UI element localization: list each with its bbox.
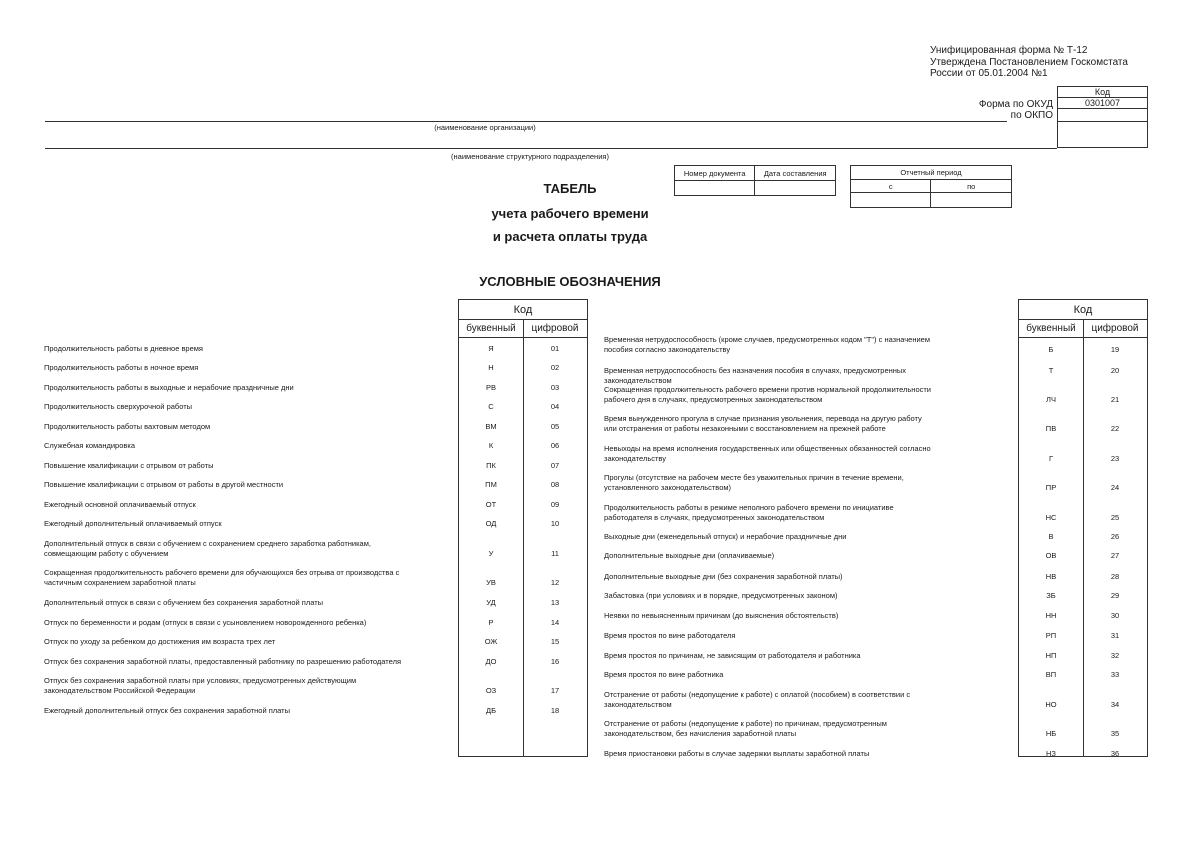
right-digital-code: 31 [1110,631,1120,640]
left-desc: Продолжительность работы в дневное время [44,344,203,353]
dept-name-caption: (наименование структурного подразделения) [451,152,609,161]
right-letter-code: ОВ [1045,551,1057,560]
right-letter-code: НЗ [1046,749,1056,758]
title-line-1: ТАБЕЛЬ [543,181,597,196]
left-digital-code: 14 [550,618,560,627]
period-from-label: с [851,180,931,193]
form-header [930,45,1128,80]
period-header: Отчетный период [851,166,1012,180]
left-desc: Продолжительность работы вахтовым методом [44,422,211,431]
left-digital-code: 09 [550,500,560,509]
right-letter-code: ПВ [1045,424,1057,433]
right-digital-code: 29 [1110,591,1120,600]
left-digital-code: 18 [550,706,560,715]
left-digital-code: 12 [550,578,560,587]
left-desc: Ежегодный дополнительный оплачиваемый отпуск [44,519,222,528]
left-digital-code: 15 [550,637,560,646]
right-desc: Временная нетрудоспособность (кроме случаев, предусмотренных кодом "Т") с назначением пособия согласно законодательству [604,335,931,354]
right-desc: Продолжительность работы в режиме неполного рабочего времени по инициативе работодателя в случаях, предусмотренных законодательством [604,503,894,522]
right-letter-code: Б [1048,345,1054,354]
right-desc: Время приостановки работы в случае задержки выплаты заработной платы [604,749,870,758]
left-letter-code: УВ [486,578,496,587]
right-letter-code: Г [1048,454,1054,463]
left-desc: Продолжительность работы в ночное время [44,363,199,372]
left-digital-code: 17 [550,686,560,695]
left-code-header: Код [459,300,587,320]
right-letter-code: ПР [1045,483,1057,492]
right-digital-code: 21 [1110,395,1120,404]
doc-date-cell[interactable] [755,181,836,196]
right-code-header: Код [1019,300,1147,320]
title-line-2: учета рабочего времени [491,206,649,221]
right-digital-code: 19 [1110,345,1120,354]
right-digital-header: цифровой [1083,320,1147,338]
left-letter-code: ОЗ [485,686,497,695]
left-digital-code: 05 [550,422,560,431]
left-digital-code: 10 [550,519,560,528]
right-letter-code: НВ [1045,572,1057,581]
right-letter-code: НП [1045,651,1057,660]
period-from-cell[interactable] [851,193,931,208]
right-digital-code: 28 [1110,572,1120,581]
left-letter-code: ПМ [485,480,497,489]
left-digital-code: 06 [550,441,560,450]
left-digital-code: 16 [550,657,560,666]
right-digital-code: 22 [1110,424,1120,433]
left-digital-code: 03 [550,383,560,392]
left-letter-code: К [488,441,494,450]
legend-title: УСЛОВНЫЕ ОБОЗНАЧЕНИЯ [479,274,661,289]
right-letter-code: НО [1045,700,1057,709]
right-digital-code: 23 [1110,454,1120,463]
form-line-2: Утверждена Постановлением Госкомстата [930,56,1128,68]
left-letter-code: ОТ [485,500,497,509]
left-desc: Продолжительность работы в выходные и нерабочие праздничные дни [44,383,294,392]
right-letter-code: НН [1045,611,1057,620]
doc-number-header: Номер документа [675,166,755,181]
form-line-3: России от 05.01.2004 №1 [930,68,1048,79]
left-digital-header: цифровой [523,320,587,338]
left-digital-code: 01 [550,344,560,353]
left-letter-code: ПК [486,461,496,470]
period-to-label: по [931,180,1012,193]
right-digital-code: 32 [1110,651,1120,660]
left-desc: Сокращенная продолжительность рабочего времени для обучающихся без отрыва от производства с частичным сохранением заработной платы [44,568,400,587]
right-digital-code: 24 [1110,483,1120,492]
left-desc: Отпуск без сохранения заработной платы, предоставленный работнику по разрешению работодателя [44,657,402,666]
left-letter-code: У [488,549,494,558]
left-letter-code: УД [486,598,496,607]
right-digital-code: 36 [1110,749,1120,758]
left-desc: Продолжительность сверхурочной работы [44,402,193,411]
right-letter-code: ВП [1045,670,1057,679]
left-letter-code: РВ [485,383,496,392]
left-digital-code: 02 [550,363,560,372]
right-desc: Дополнительные выходные дни (оплачиваемые) [604,551,775,560]
right-letter-header: буквенный [1019,320,1083,338]
left-letter-code: Р [488,618,494,627]
period-table [850,165,1012,208]
right-desc: Сокращенная продолжительность рабочего времени против нормальной продолжительности рабочего дня в случаях, предусмотренных законодательством [604,385,931,404]
right-desc: Отстранение от работы (недопущение к работе) по причинам, предусмотренным законодательством, без начисления заработной платы [604,719,887,738]
right-desc: Дополнительные выходные дни (без сохранения заработной платы) [604,572,843,581]
right-desc: Время вынужденного прогула в случае признания увольнения, перевода на другую работу или отстранения от работы незаконными с восстановлением на прежней работе [604,414,922,433]
right-digital-code: 34 [1110,700,1120,709]
right-digital-code: 33 [1110,670,1120,679]
org-name-line[interactable] [45,121,1007,122]
doc-date-header: Дата составления [755,166,836,181]
right-digital-code: 20 [1110,366,1120,375]
left-desc: Ежегодный основной оплачиваемый отпуск [44,500,196,509]
right-letter-code: В [1048,532,1054,541]
left-desc: Повышение квалификации с отрывом от работы [44,461,214,470]
left-desc: Повышение квалификации с отрывом от работы в другой местности [44,480,284,489]
right-desc: Время простоя по причинам, не зависящим от работодателя и работника [604,651,861,660]
right-desc: Выходные дни (еженедельный отпуск) и нерабочие праздничные дни [604,532,847,541]
okpo-code-cell[interactable] [1057,108,1148,122]
left-letter-code: ДБ [485,706,496,715]
left-digital-code: 08 [550,480,560,489]
left-desc: Отпуск по беременности и родам (отпуск в связи с усыновлением новорожденного ребенка) [44,618,367,627]
org-name-caption: (наименование организации) [434,123,536,132]
right-digital-code: 25 [1110,513,1120,522]
right-desc: Временная нетрудоспособность без назначения пособия в случаях, предусмотренных законодательством [604,366,907,385]
left-desc: Дополнительный отпуск в связи с обучением с сохранением среднего заработка работникам, совмещающим работу с обучением [44,539,371,558]
right-digital-code: 30 [1110,611,1120,620]
left-letter-code: Я [488,344,494,353]
dept-name-line[interactable] [45,148,1057,149]
left-desc: Отпуск по уходу за ребенком до достижения им возраста трех лет [44,637,276,646]
right-digital-code: 35 [1110,729,1120,738]
dept-code-cell[interactable] [1057,121,1148,148]
form-line-1: Унифицированная форма № Т-12 [930,45,1088,56]
right-desc: Прогулы (отсутствие на рабочем месте без уважительных причин в течение времени, установленного законодательством) [604,473,904,492]
left-letter-header: буквенный [459,320,523,338]
right-letter-code: Т [1048,366,1054,375]
right-letter-code: РП [1045,631,1057,640]
right-digital-code: 26 [1110,532,1120,541]
okpo-label: по ОКПО [1010,110,1053,121]
left-digital-code: 11 [551,549,559,558]
left-letter-code: ВМ [485,422,497,431]
left-desc: Дополнительный отпуск в связи с обучением без сохранения заработной платы [44,598,324,607]
right-desc: Отстранение от работы (недопущение к работе) с оплатой (пособием) в соответствии с законодательством [604,690,911,709]
left-digital-code: 07 [550,461,560,470]
left-digital-code: 13 [550,598,560,607]
doc-number-table [674,165,836,196]
left-letter-code: С [488,402,494,411]
right-desc: Время простоя по вине работодателя [604,631,736,640]
right-letter-code: НС [1045,513,1057,522]
right-letter-code: ЗБ [1046,591,1056,600]
right-desc: Забастовка (при условиях и в порядке, предусмотренных законом) [604,591,838,600]
left-letter-code: ДО [485,657,497,666]
title-line-3: и расчета оплаты труда [492,229,648,244]
right-letter-code: НБ [1045,729,1057,738]
right-desc: Невыходы на время исполнения государственных или общественных обязанностей согласно законодательству [604,444,931,463]
period-to-cell[interactable] [931,193,1012,208]
doc-number-cell[interactable] [675,181,755,196]
okud-code-cell[interactable]: 0301007 [1057,97,1148,109]
left-letter-code: ОЖ [484,637,498,646]
right-letter-code: ЛЧ [1046,395,1056,404]
left-desc: Служебная командировка [44,441,135,450]
right-digital-code: 27 [1110,551,1120,560]
left-desc: Отпуск без сохранения заработной платы при условиях, предусмотренных действующим законодательством Российской Федерации [44,676,357,695]
left-desc: Ежегодный дополнительный отпуск без сохранения заработной платы [44,706,291,715]
left-letter-code: ОД [485,519,497,528]
left-digital-code: 04 [550,402,560,411]
right-desc: Время простоя по вине работника [604,670,724,679]
code-title: Код [1057,86,1148,98]
okud-label: Форма по ОКУД [978,99,1053,110]
right-desc: Неявки по невыясненным причинам (до выяснения обстоятельств) [604,611,839,620]
left-letter-code: Н [488,363,494,372]
